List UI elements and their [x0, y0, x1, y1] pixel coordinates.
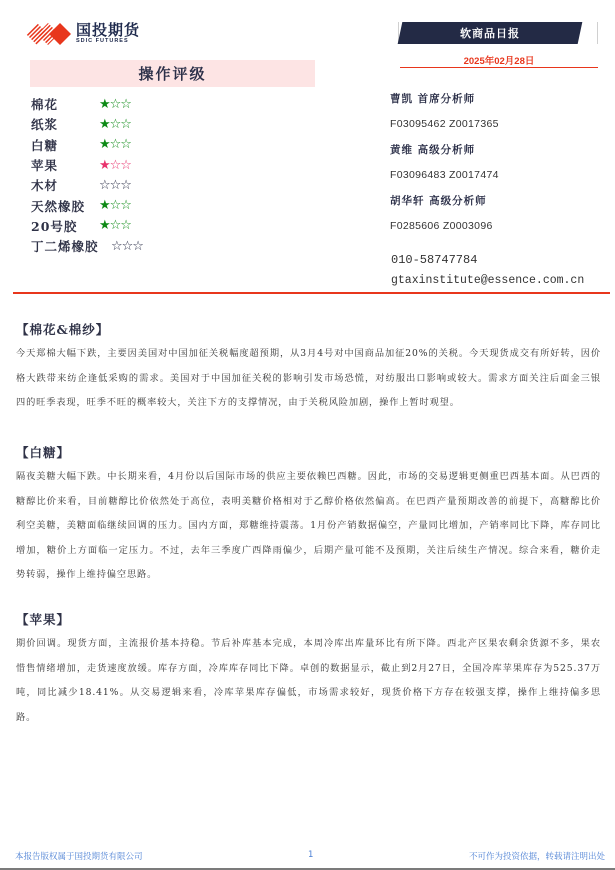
- rating-name: 棉花: [31, 97, 59, 113]
- banner-edge-right: [597, 22, 598, 44]
- rating-row-lumber: [31, 175, 143, 195]
- star-rating-icon: ★☆☆: [99, 137, 131, 153]
- report-type-banner: [398, 22, 583, 44]
- analyst-license-id: F03095462 Z0017365: [390, 118, 499, 130]
- logo-cn-text: 国投期货: [76, 21, 141, 39]
- section-body: 今天郑棉大幅下跌，主要因美国对中国加征关税幅度超预期，从3月4号对中国商品加征20%的关税。今天现货成交有所好转，因价格大跌带来纺企逢低采购的需求。美国对于中国加征关税的影响引发市场恐慌，对纺服出口影响或较大。需求方面关注后面金三银四的旺季表现，旺季不旺的概率较大，关注下方的支撑情况，由于关税风险加剧，操作上暂时观望。: [16, 348, 601, 408]
- analyst-list: [390, 91, 499, 244]
- star-rating-icon: ★☆☆: [99, 218, 131, 234]
- analyst-name: 胡华轩 高级分析师: [390, 195, 487, 207]
- rating-name: 木材: [31, 178, 59, 194]
- section-body: 隔夜美糖大幅下跌。中长期来看，4月份以后国际市场的供应主要依赖巴西糖。因此，市场的交易逻辑更侧重巴西基本面。从巴西的糖醇比价来看，目前糖醇比价依然处于高位，表明美糖价格相对于乙醇价格依然偏高。在巴西产量预期改善的前提下，高糖醇比价利空美糖，美糖面临继续回调的压力。国内方面，郑糖维持震荡。1月份产销数据偏空，产量同比增加，产销率同比下降，库存同比增加，糖价上方面临一定压力。不过，去年三季度广西降雨偏少，后期产量可能不及预期，关注后续生产情况。综合来看，糖价走势转弱，操作上维持偏空思路。: [16, 471, 601, 580]
- section-sugar: [16, 443, 601, 588]
- rating-name: 天然橡胶: [31, 198, 86, 214]
- rating-row-apple: [31, 155, 143, 175]
- rating-title: 操作评级: [138, 65, 207, 83]
- rating-row-tsr20: [31, 216, 143, 236]
- company-logo: [26, 22, 140, 45]
- rating-row-butadiene-rubber: [31, 236, 143, 256]
- section-title: 【白糖】: [16, 445, 71, 460]
- rating-name: 苹果: [31, 158, 59, 174]
- footer-disclaimer: 不可作为投资依据，转载请注明出处: [468, 852, 605, 862]
- header-divider: [13, 292, 610, 294]
- contact-phone: 010-58747784: [391, 253, 478, 267]
- rating-row-pulp: [31, 114, 143, 134]
- footer-copyright: 本报告版权属于国投期货有限公司: [15, 852, 143, 862]
- report-type-label: 软商品日报: [460, 27, 520, 40]
- star-rating-icon: ★☆☆: [99, 157, 131, 173]
- rating-name: 白糖: [31, 137, 59, 153]
- star-rating-icon: ★☆☆: [99, 116, 131, 132]
- star-rating-icon: ☆☆☆: [111, 238, 143, 254]
- rating-name: 20号胶: [31, 218, 78, 234]
- footer-page-number: 1: [308, 850, 314, 860]
- analyst-license-id: F0285606 Z0003096: [390, 220, 493, 232]
- logo-diamond-icon: [26, 23, 72, 45]
- section-title: 【苹果】: [16, 612, 71, 627]
- analyst-name: 黄维 高级分析师: [390, 144, 476, 156]
- section-apple: [16, 610, 601, 730]
- analyst-license-id: F03096483 Z0017474: [390, 169, 499, 181]
- section-body: 期价回调。现货方面，主流报价基本持稳。节后补库基本完成，本周冷库出库量环比有所下降。西北产区果农剩余货源不多，果农惜售情绪增加，走货速度放缓。库存方面，冷库库存同比下降。卓创的数据显示，截止到2月27日，全国冷库苹果库存为525.37万吨，同比减少18.41%。从交易逻辑来看，冷库苹果库存偏低，市场需求较好，现货价格下方存在较强支撑，操作上维持偏多思路。: [16, 638, 601, 723]
- star-rating-icon: ★☆☆: [99, 96, 131, 112]
- date-underline: [400, 67, 598, 68]
- report-date: 2025年02月28日: [463, 56, 535, 67]
- rating-row-natural-rubber: [31, 195, 143, 215]
- rating-name: 丁二烯橡胶: [31, 239, 99, 255]
- section-cotton: [16, 320, 601, 416]
- logo-en-text: SDIC FUTURES: [76, 38, 129, 44]
- rating-name: 纸浆: [31, 117, 59, 133]
- rating-list: [31, 94, 143, 256]
- contact-email[interactable]: gtaxinstitute@essence.com.cn: [391, 274, 585, 287]
- section-title: 【棉花&棉纱】: [16, 322, 110, 337]
- rating-row-cotton: [31, 94, 143, 114]
- star-rating-icon: ★☆☆: [99, 198, 131, 214]
- rating-row-sugar: [31, 135, 143, 155]
- analyst-name: 曹凯 首席分析师: [390, 93, 476, 105]
- star-rating-icon: ☆☆☆: [99, 177, 131, 193]
- rating-title-bar: [30, 60, 315, 87]
